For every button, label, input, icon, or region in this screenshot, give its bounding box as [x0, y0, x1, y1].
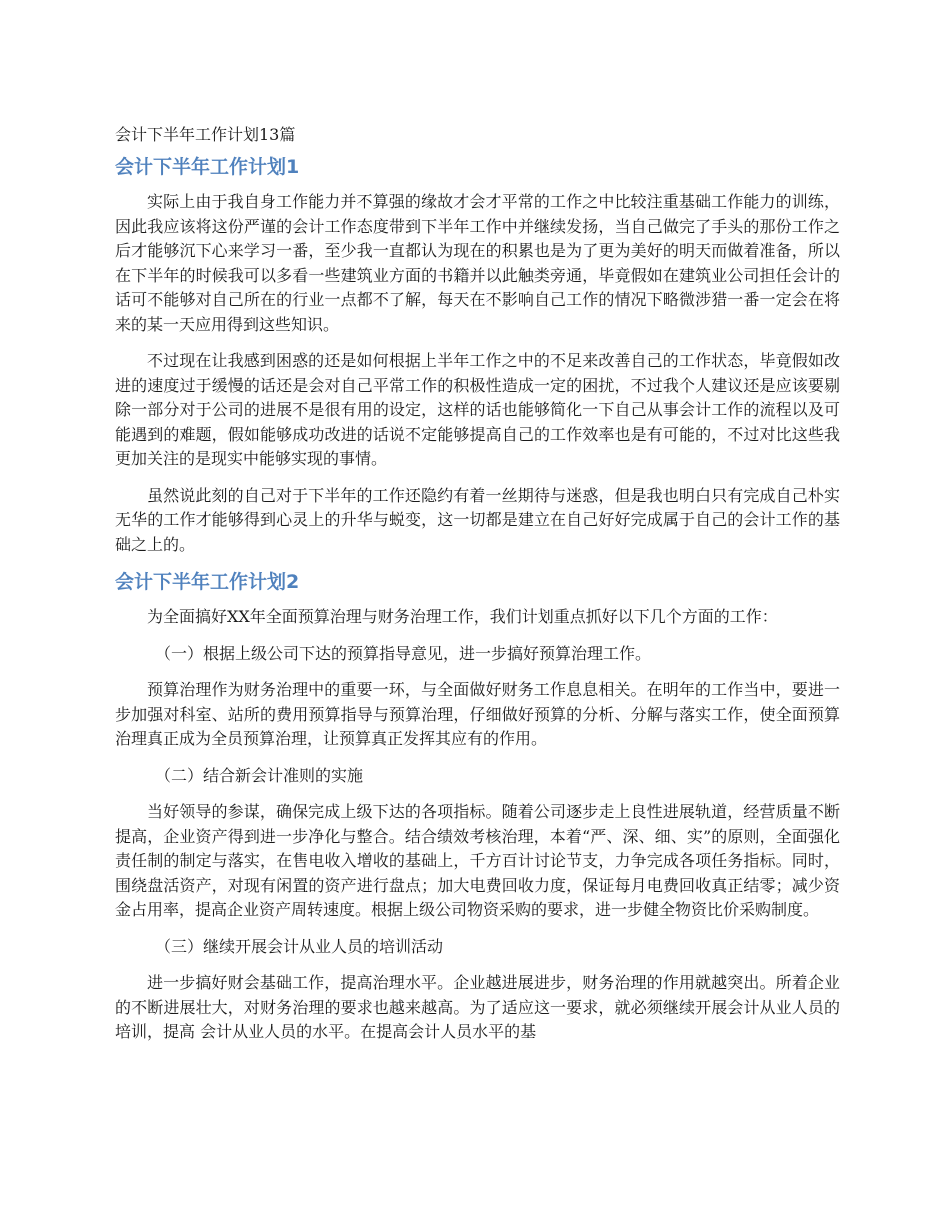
paragraph: 虽然说此刻的自己对于下半年的工作还隐约有着一丝期待与迷惑，但是我也明白只有完成自己朴实无华的工作才能够得到心灵上的升华与蜕变，这一切都是建立在自己好好完成属于自己的会计工作的基础之上的。	[115, 485, 840, 554]
subsection-heading: （二）结合新会计准则的实施	[155, 765, 364, 785]
section-heading-2: 会计下半年工作计划2	[115, 571, 300, 593]
subsection-heading: （一）根据上级公司下达的预算指导意见，进一步搞好预算治理工作。	[155, 643, 652, 663]
document-title: 会计下半年工作计划13篇	[115, 125, 296, 144]
section-heading-1: 会计下半年工作计划1	[115, 156, 300, 178]
paragraph: 不过现在让我感到困惑的还是如何根据上半年工作之中的不足来改善自己的工作状态，毕竟假如改进的速度过于缓慢的话还是会对自己平常工作的积极性造成一定的困扰，不过我个人建议还是应该要剔除一部分对于公司的进展不是很有用的设定，这样的话也能够简化一下自己从事会计工作的流程以及可能遇到的难题，假如能够成功改进的话说不定能够提高自己的工作效率也是有可能的，不过对比这些我更加关注的是现实中能够实现的事情。	[115, 351, 840, 468]
paragraph: 预算治理作为财务治理中的重要一环，与全面做好财务工作息息相关。在明年的工作当中，要进一步加强对科室、站所的费用预算指导与预算治理，仔细做好预算的分析、分解与落实工作，使全面预算治理真正成为全员预算治理，让预算真正发挥其应有的作用。	[115, 680, 840, 748]
paragraph: 实际上由于我自身工作能力并不算强的缘故才会才平常的工作之中比较注重基础工作能力的训练，因此我应该将这份严谨的会计工作态度带到下半年工作中并继续发扬，当自己做完了手头的那份工作之后才能够沉下心来学习一番，至少我一直都认为现在的积累也是为了更为美好的明天而做着准备，所以在下半年的时候我可以多看一些建筑业方面的书籍并以此触类旁通，毕竟假如在建筑业公司担任会计的话可不能够对自己所在的行业一点都不了解，每天在不影响自己工作的情况下略微涉猎一番一定会在将来的某一天应用得到这些知识。	[115, 192, 840, 334]
document-page	[115, 122, 840, 1057]
paragraph: 当好领导的参谋，确保完成上级下达的各项指标。随着公司逐步走上良性进展轨道，经营质量不断提高，企业资产得到进一步净化与整合。结合绩效考核治理，本着“严、深、细、实”的原则，全面强化责任制的制定与落实，在售电收入增收的基础上，千方百计讨论节支，力争完成各项任务指标。同时，围绕盘活资产，对现有闲置的资产进行盘点；加大电费回收力度，保证每月电费回收真正结零；减少资金占用率，提高企业资产周转速度。根据上级公司物资采购的要求，进一步健全物资比价采购制度。	[115, 802, 840, 919]
paragraph: 进一步搞好财会基础工作，提高治理水平。企业越进展进步，财务治理的作用就越突出。所着企业的不断进展壮大，对财务治理的要求也越来越高。为了适应这一要求，就必须继续开展会计从业人员的培训，提高 会计从业人员的水平。在提高会计人员水平的基	[115, 973, 840, 1041]
subsection-heading: （三）继续开展会计从业人员的培训活动	[155, 936, 444, 956]
paragraph: 为全面搞好XX年全面预算治理与财务治理工作，我们计划重点抓好以下几个方面的工作：	[147, 607, 778, 626]
